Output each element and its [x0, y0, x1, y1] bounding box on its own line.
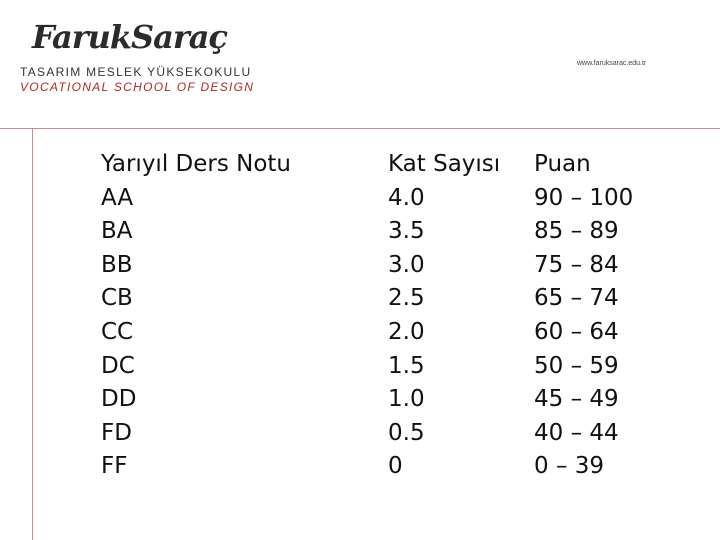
column-header-coefficient: Kat Sayısı — [388, 151, 501, 177]
grade-cell: DD — [101, 386, 137, 413]
score-range-cell: 45 – 49 — [534, 386, 619, 413]
grade-cell: BA — [101, 218, 133, 245]
logo-school-name-en: VOCATIONAL SCHOOL OF DESIGN — [20, 80, 255, 94]
grade-cell: FF — [101, 453, 128, 480]
column-grade — [101, 148, 291, 484]
school-logo — [20, 18, 255, 98]
logo-wordmark: FarukSaraç — [32, 18, 227, 56]
coefficient-cell: 3.0 — [388, 251, 425, 278]
column-coefficient — [388, 148, 500, 484]
coefficient-cell: 4.0 — [388, 184, 425, 211]
score-range-cell: 85 – 89 — [534, 218, 619, 245]
coefficient-cell: 0.5 — [388, 419, 425, 446]
score-range-cell: 90 – 100 — [534, 184, 634, 211]
column-header-score: Puan — [534, 151, 591, 177]
coefficient-cell: 1.0 — [388, 386, 425, 413]
score-range-cell: 0 – 39 — [534, 453, 605, 480]
grade-cell: CB — [101, 285, 133, 312]
coefficient-cell: 3.5 — [388, 218, 425, 245]
column-score — [534, 148, 633, 484]
grade-cell: DC — [101, 352, 135, 379]
coefficient-cell: 1.5 — [388, 352, 425, 379]
coefficient-cell: 0 — [388, 453, 403, 480]
grade-cell: FD — [101, 419, 132, 446]
score-range-cell: 60 – 64 — [534, 318, 619, 345]
grade-cell: CC — [101, 318, 134, 345]
score-range-cell: 40 – 44 — [534, 419, 619, 446]
left-margin-rule — [32, 128, 33, 540]
coefficient-cell: 2.0 — [388, 318, 425, 345]
score-range-cell: 65 – 74 — [534, 285, 619, 312]
logo-school-name-tr: TASARIM MESLEK YÜKSEKOKULU — [20, 65, 252, 79]
coefficient-cell: 2.5 — [388, 285, 425, 312]
grade-cell: BB — [101, 251, 133, 278]
grade-cell: AA — [101, 184, 134, 211]
score-range-cell: 50 – 59 — [534, 352, 619, 379]
score-range-cell: 75 – 84 — [534, 251, 619, 278]
column-header-grade: Yarıyıl Ders Notu — [101, 151, 292, 177]
header-divider — [0, 128, 720, 129]
website-url: www.faruksarac.edu.tr — [577, 60, 647, 67]
